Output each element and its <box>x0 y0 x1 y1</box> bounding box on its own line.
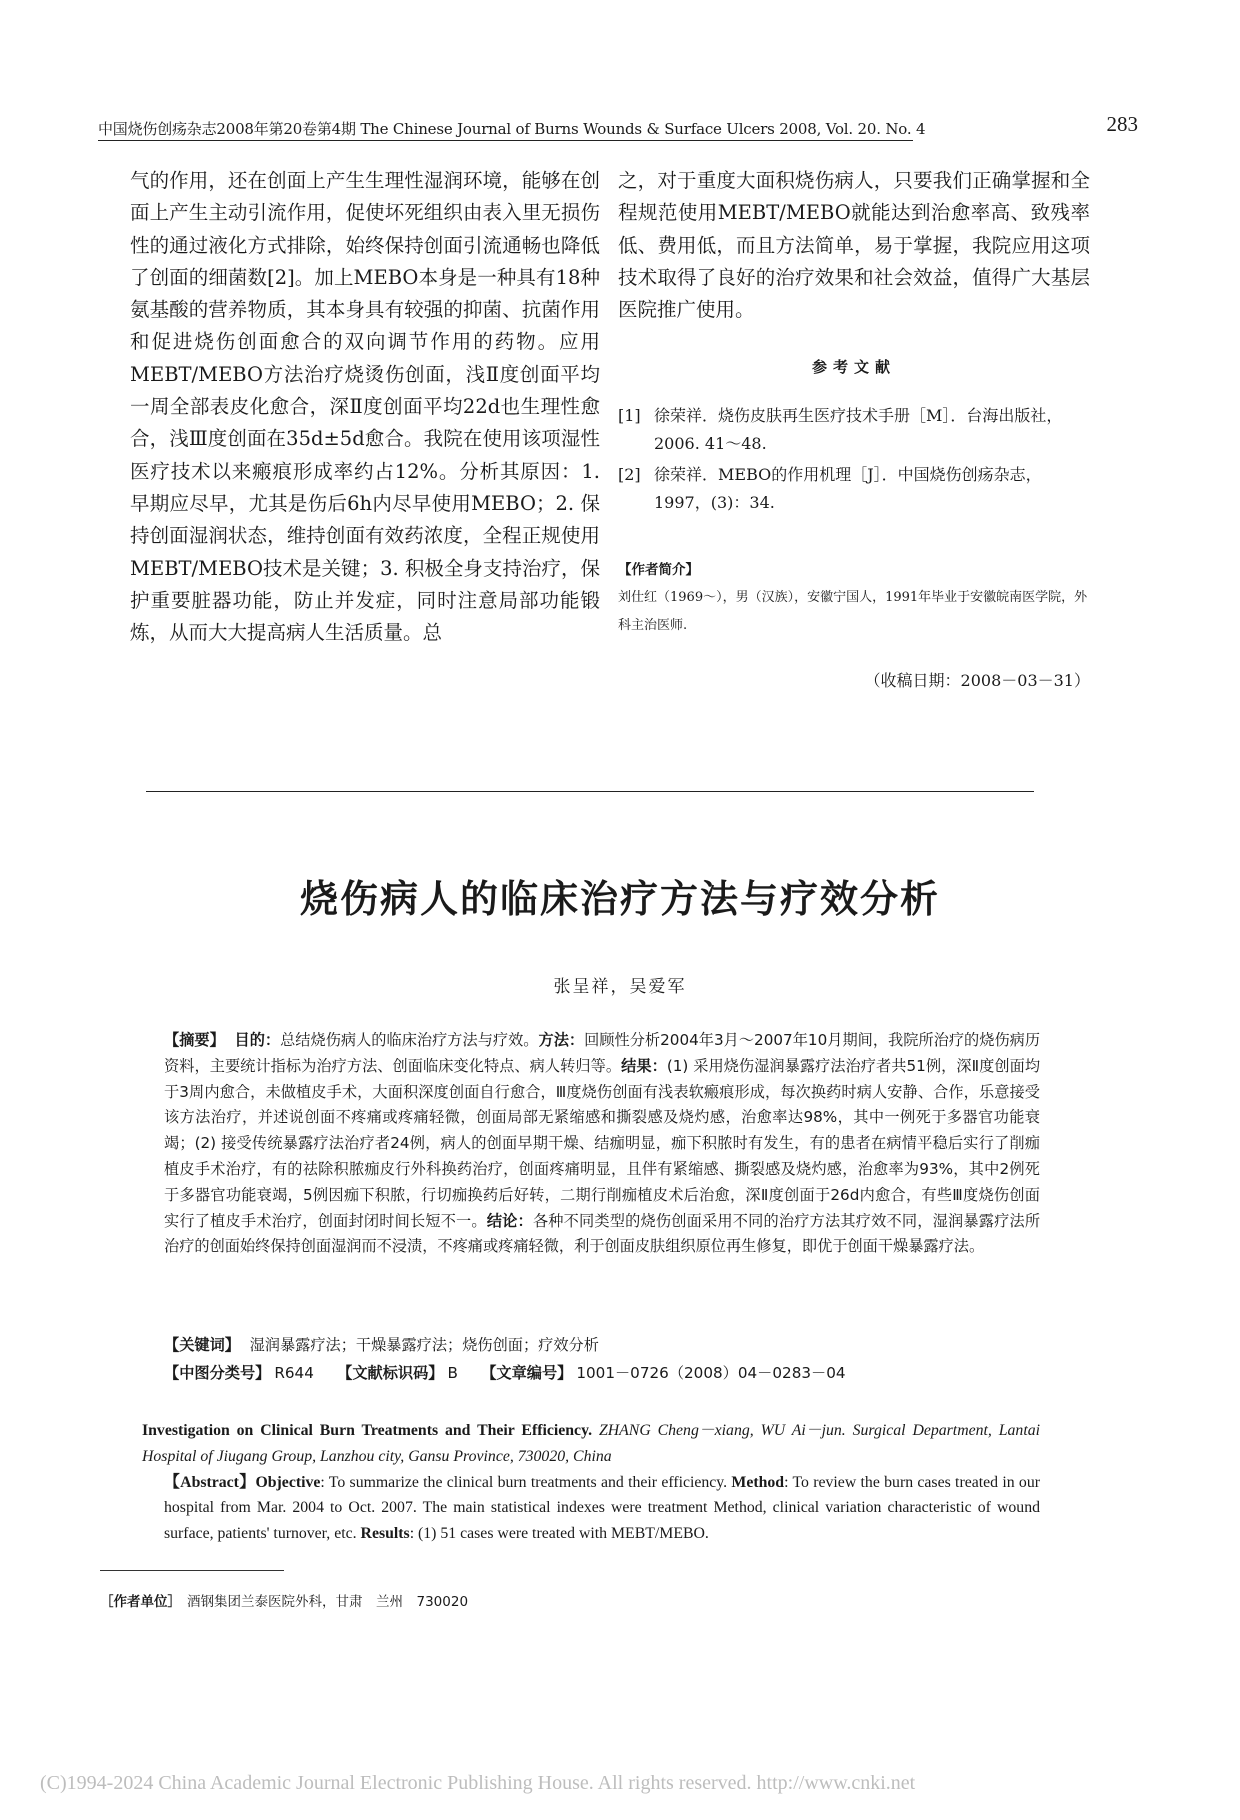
right-column <box>618 165 1090 326</box>
reference-number: [1] <box>618 406 641 425</box>
article-separator <box>146 791 1034 792</box>
article-number-label: 【文章编号】 <box>481 1364 573 1382</box>
article-authors: 张呈祥，吴爱军 <box>553 977 687 997</box>
abstract-results-label: 结果： <box>621 1056 667 1075</box>
english-objective-text: : To summarize the clinical burn treatments and their efficiency. <box>320 1473 732 1491</box>
abstract-paragraph <box>142 1028 1040 1260</box>
english-abstract-label: 【Abstract】 <box>164 1473 256 1491</box>
footnote-label: ［作者单位］ <box>100 1594 181 1610</box>
abstract-method-text: 回顾性分析2004年3月～2007年10月期间，我院所治疗的烧伤病历资料，主要统计指标为治疗方法、创面临床变化特点、病人转归等。 <box>164 1031 1041 1075</box>
doc-code-value: B <box>447 1364 458 1382</box>
article-title: 烧伤病人的临床治疗方法与疗效分析 <box>299 877 940 921</box>
english-results-label: Results <box>360 1525 410 1543</box>
footnote <box>100 1590 468 1610</box>
references-list <box>618 402 1090 520</box>
running-header <box>98 112 1138 142</box>
abstract-objective-text: 总结烧伤病人的临床治疗方法与疗效。 <box>280 1031 539 1049</box>
keywords-label: 【关键词】 <box>164 1336 240 1354</box>
page-number: 283 <box>1106 112 1138 136</box>
author-intro-text: 刘仕红（1969～），男（汉族），安徽宁国人，1991年毕业于安徽皖南医学院，外科主治医师. <box>618 590 1088 633</box>
english-abstract-paragraph <box>142 1470 1040 1547</box>
references-heading: 参考文献 <box>811 358 896 376</box>
author-intro-label: 【作者简介】 <box>618 562 699 578</box>
english-method-label: Method <box>731 1473 785 1491</box>
chinese-abstract <box>142 1028 1040 1260</box>
left-column <box>130 165 600 649</box>
reference-text: 徐荣祥．烧伤皮肤再生医疗技术手册［M］．台海出版社，2006. 41～48. <box>654 406 1063 453</box>
reference-number: [2] <box>618 465 641 484</box>
keywords-line <box>164 1334 1040 1355</box>
footnote-text: 酒钢集团兰泰医院外科，甘肃 兰州 730020 <box>187 1594 469 1610</box>
abstract-conclusion-label: 结论： <box>486 1211 533 1230</box>
abstract-objective-label: 目的： <box>234 1031 281 1049</box>
header-rule <box>98 140 913 141</box>
article-number-value: 1001－0726（2008）04－0283－04 <box>576 1364 846 1382</box>
footnote-rule <box>100 1570 284 1571</box>
keywords-text: 湿润暴露疗法；干燥暴露疗法；烧伤创面；疗效分析 <box>249 1336 599 1354</box>
english-title: Investigation on Clinical Burn Treatments and Their Efficiency. <box>142 1422 593 1439</box>
left-column-paragraph: 气的作用，还在创面上产生生理性湿润环境，能够在创面上产生主动引流作用，促使坏死组织由表入里无损伤性的通过液化方式排除，始终保持创面引流通畅也降低了创面的细菌数[2]。加上MEBO本身是一种具有18种氨基酸的营养物质，其本身具有较强的抑菌、抗菌作用和促进烧伤创面愈合的双向调节作用的药物。应用MEBT/MEBO方法治疗烧烫伤创面，浅Ⅱ度创面平均一周全部表皮化愈合，深Ⅱ度创面平均22d也生理性愈合，浅Ⅲ度创面在35d±5d愈合。我院在使用该项湿性医疗技术以来瘢痕形成率约占12%。分析其原因：1. 早期应尽早，尤其是伤后6h内尽早使用MEBO；2. 保持创面湿润状态，维持创面有效药浓度，全程正规使用MEBT/MEBO技术是关键；3. 积极全身支持治疗，保护重要脏器功能，防止并发症，同时注意局部功能锻炼，从而大大提高病人生活质量。总 <box>130 169 600 645</box>
english-method-text: : To review the burn cases treated in our hospital from Mar. 2004 to Oct. 2007. The main statistical indexes were treatment Method, clinical variation characteristic of wound surface, patients' turnover, etc. <box>164 1473 1040 1543</box>
abstract-method-label: 方法： <box>538 1031 585 1049</box>
reference-item <box>618 402 1090 458</box>
journal-citation-header: 中国烧伤创疡杂志2008年第20卷第4期 The Chinese Journal of Burns Wounds & Surface Ulcers 2008, Vol. 20. No. 4 <box>98 120 926 138</box>
english-authors-affiliation: ZHANG Cheng－xiang, WU Ai－jun. Surgical Department, Lantai Hospital of Jiugang Group, Lanzhou city, Gansu Province, 730020, China <box>142 1422 1040 1465</box>
english-abstract <box>142 1418 1040 1547</box>
copyright-watermark: (C)1994-2024 China Academic Journal Electronic Publishing House. All rights reserved. http://www.cnki.net <box>40 1772 916 1794</box>
reference-item <box>618 461 1090 517</box>
english-results-text: : (1) 51 cases were treated with MEBT/MEBO. <box>409 1525 709 1543</box>
right-column-paragraph: 之，对于重度大面积烧伤病人，只要我们正确掌握和全程规范使用MEBT/MEBO就能达到治愈率高、致残率低、费用低，而且方法简单，易于掌握，我院应用这项技术取得了良好的治疗效果和社会效益，值得广大基层医院推广使用。 <box>618 169 1090 322</box>
doc-code-label: 【文献标识码】 <box>337 1364 444 1382</box>
abstract-results-text: (1) 采用烧伤湿润暴露疗法治疗者共51例，深Ⅱ度创面均于3周内愈合，未做植皮手术，大面积深度创面自行愈合，Ⅲ度烧伤创面有浅表软瘢痕形成，每次换药时病人安静、合作，乐意接受该方法治疗，并述说创面不疼痛或疼痛轻微，创面局部无紧缩感和撕裂感及烧灼感，治愈率达98%，其中一例死于多器官功能衰竭；(2) 接受传统暴露疗法治疗者24例，病人的创面早期干燥、结痂明显，痂下积脓时有发生，有的患者在病情平稳后实行了削痂植皮手术治疗，有的祛除积脓痂皮行外科换药治疗，创面疼痛明显，且伴有紧缩感、撕裂感及烧灼感，治愈率为93%，其中2例死于多器官功能衰竭，5例因痂下积脓，行切痂换药后好转，二期行削痂植皮术后治愈，深Ⅱ度创面于26d内愈合，有些Ⅲ度烧伤创面实行了植皮手术治疗，创面封闭时间长短不一。 <box>164 1056 1041 1230</box>
clc-value: R644 <box>274 1364 314 1382</box>
english-objective-label: Objective <box>255 1473 321 1491</box>
abstract-label: 【摘要】 <box>164 1031 225 1049</box>
abstract-conclusion-text: 各种不同类型的烧伤创面采用不同的治疗方法其疗效不同，湿润暴露疗法所治疗的创面始终保持创面湿润而不浸渍，不疼痛或疼痛轻微，利于创面皮肤组织原位再生修复，即优于创面干燥暴露疗法。 <box>164 1211 1041 1256</box>
english-title-line <box>142 1418 1040 1470</box>
received-date: （收稿日期：2008－03－31） <box>864 671 1090 690</box>
reference-text: 徐荣祥．MEBO的作用机理［J］．中国烧伤创疡杂志，1997，(3)：34. <box>654 465 1042 512</box>
classification-line <box>164 1362 1040 1383</box>
clc-label: 【中图分类号】 <box>164 1364 271 1382</box>
